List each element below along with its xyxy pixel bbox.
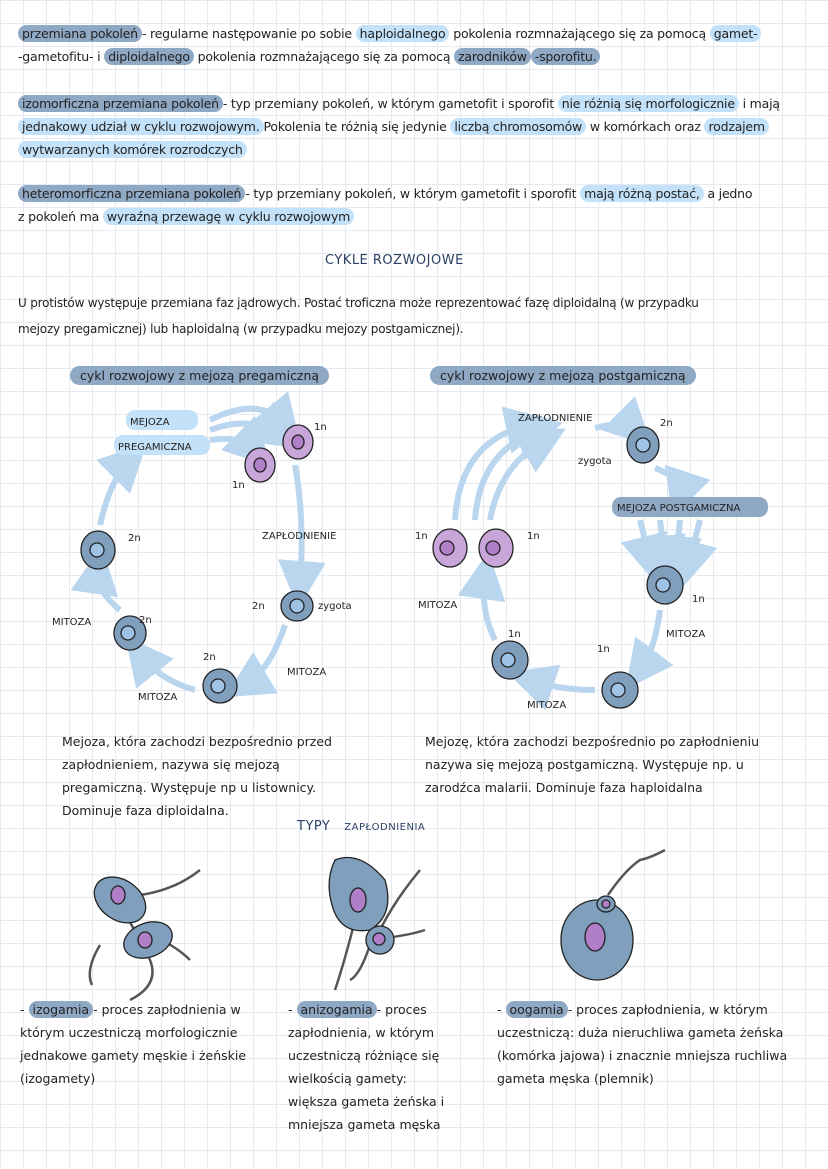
- pregamic-heading: cykl rozwojowy z mejozą pregamiczną: [70, 366, 329, 385]
- label-ploidy: 2n: [660, 418, 673, 429]
- label-ploidy: 2n: [139, 615, 152, 626]
- postgamic-heading: cykl rozwojowy z mejozą postgamiczną: [430, 366, 696, 385]
- intro-line1: U protistów występuje przemiana faz jądrowych. Postać troficzna może reprezentować fazę diploidalną (w przypadku: [18, 296, 699, 310]
- section-title: CYKLE ROZWOJOWE: [325, 253, 464, 268]
- text: z pokoleń ma: [18, 209, 100, 224]
- title-part: ZAPŁODNIENIA: [344, 822, 426, 833]
- label-ploidy: 2n: [252, 601, 265, 612]
- highlight: haploidalnego: [356, 25, 450, 42]
- highlight: -sporofitu.: [531, 48, 601, 65]
- dash: -: [497, 1002, 502, 1017]
- label-zygote: zygota: [578, 456, 612, 467]
- label-fertilization: ZAPŁODNIENIE: [262, 531, 337, 542]
- dash: -: [20, 1002, 25, 1017]
- label-ploidy: 1n: [232, 480, 245, 491]
- term-highlight: anizogamia: [297, 1001, 377, 1018]
- text: - proces zapłodnienia, w którym uczestniczą różniące się wielkością gamety: większa gameta żeńska i mniejsza gameta męska: [288, 1002, 445, 1132]
- highlight: jednakowy udział w cyklu rozwojowym.: [18, 118, 264, 135]
- anisogamy-illustration: [329, 858, 425, 991]
- type-anisogamy: [288, 998, 458, 1136]
- highlight: rodzajem: [704, 118, 768, 135]
- text: - regularne następowanie po sobie: [141, 26, 352, 41]
- label-fertilization: ZAPŁODNIENIE: [518, 413, 593, 424]
- term-highlight: izogamia: [29, 1001, 94, 1018]
- section2-title: [297, 819, 425, 834]
- label-mitosis: MITOZA: [527, 700, 567, 711]
- intro-line2: mejozy pregamicznej) lub haploidalną (w przypadku mejozy postgamicznej).: [18, 322, 464, 336]
- text: i: [97, 49, 101, 64]
- text: - proces zapłodnienia w którym uczestniczą morfologicznie jednakowe gamety męskie i żeńskie (izogamety): [20, 1002, 247, 1086]
- label-mitosis: MITOZA: [287, 667, 327, 678]
- highlight: nie różnią się morfologicznie: [558, 95, 739, 112]
- text: -gametofitu-: [18, 49, 94, 64]
- oogamy-illustration: [561, 850, 665, 980]
- text: - typ przemiany pokoleń, w którym gametofit i sporofit: [222, 96, 554, 111]
- label-mejoza-postgamiczna: MEJOZA POSTGAMICZNA: [617, 503, 741, 514]
- text: w komórkach oraz: [589, 119, 701, 134]
- highlight: zarodników: [454, 48, 531, 65]
- title-part: TYPY: [297, 819, 331, 834]
- highlight: mają różną postać,: [580, 185, 703, 202]
- dash: -: [288, 1002, 293, 1017]
- label-ploidy: 1n: [415, 531, 428, 542]
- label-pregamiczna: PREGAMICZNA: [118, 442, 192, 453]
- label-ploidy: 1n: [527, 531, 540, 542]
- term-highlight: przemiana pokoleń: [18, 25, 142, 42]
- highlight: liczbą chromosomów: [450, 118, 586, 135]
- highlight: wytwarzanych komórek rozrodczych: [18, 141, 247, 158]
- term-highlight: heteromorficzna przemiana pokoleń: [18, 185, 245, 202]
- label-ploidy: 2n: [203, 652, 216, 663]
- highlight: diploidalnego: [104, 48, 194, 65]
- text: pokolenia rozmnażającego się za pomocą: [453, 26, 706, 41]
- label-ploidy: 1n: [314, 422, 327, 433]
- postgamic-caption: Mejozę, która zachodzi bezpośrednio po zapłodnieniu nazywa się mejozą postgamiczną. Występuje np. u zarodźca malarii. Dominuje faza haploidalna: [425, 734, 759, 795]
- label-ploidy: 1n: [597, 644, 610, 655]
- label-mitosis: MITOZA: [52, 617, 92, 628]
- text: Pokolenia te różnią się jedynie: [263, 119, 447, 134]
- label-ploidy: 2n: [128, 533, 141, 544]
- text: pokolenia rozmnażającego się za pomocą: [197, 49, 451, 64]
- label-mejoza: MEJOZA: [130, 417, 170, 428]
- label-mitosis: MITOZA: [138, 692, 178, 703]
- label-ploidy: 1n: [692, 594, 705, 605]
- label-mitosis: MITOZA: [666, 629, 706, 640]
- text: a jedno: [707, 186, 753, 201]
- type-oogamy: [497, 998, 807, 1090]
- term-highlight: izomorficzna przemiana pokoleń: [18, 95, 223, 112]
- term-highlight: oogamia: [506, 1001, 568, 1018]
- cells: [81, 425, 683, 708]
- type-isogamy: [20, 998, 260, 1090]
- highlight: wyraźną przewagę w cyklu rozwojowym: [103, 208, 354, 225]
- pregamic-caption: Mejoza, która zachodzi bezpośrednio przed zapłodnieniem, nazywa się mejozą pregamiczną. Występuje np u listownicy. Dominuje faza diploidalna.: [62, 734, 332, 818]
- label-ploidy: 1n: [508, 629, 521, 640]
- label-zygote: zygota: [318, 601, 352, 612]
- text: i mają: [742, 96, 780, 111]
- highlight: gamet-: [710, 25, 762, 42]
- text: - typ przemiany pokoleń, w którym gametofit i sporofit: [245, 186, 577, 201]
- text: - proces zapłodnienia, w którym uczestniczą: duża nieruchliwa gameta żeńska (komórka jajowa) i znacznie mniejsza ruchliwa gameta męska (plemnik): [497, 1002, 788, 1086]
- label-mitosis: MITOZA: [418, 600, 458, 611]
- isogamy-illustration: [86, 868, 200, 1000]
